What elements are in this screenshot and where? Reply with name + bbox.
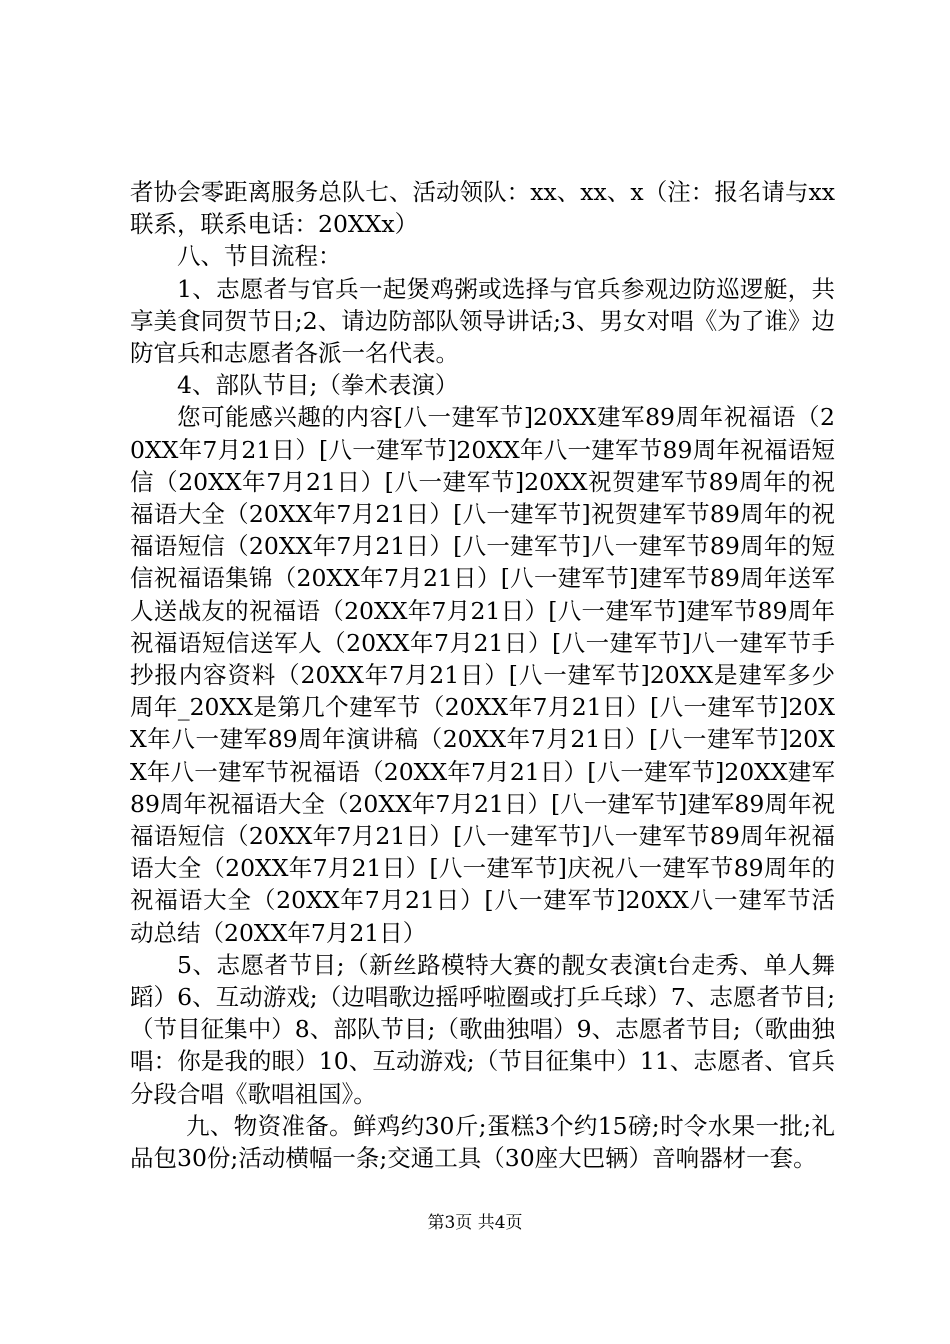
document-body [130,176,835,1174]
paragraph-materials: 九、物资准备。鲜鸡约30斤;蛋糕3个约15磅;时令水果一批;礼品包30份;活动横幅一条;交通工具（30座大巴辆）音响器材一套。 [130,1111,835,1173]
paragraph-activity-leaders: 者协会零距离服务总队七、活动领队：xx、xx、x（注：报名请与xx联系，联系电话：20XXx） [130,178,835,239]
paragraph-program-item-5: 5、志愿者节目;（新丝路模特大赛的靓女表演t台走秀、单人舞蹈）6、互动游戏;（边唱歌边摇呼啦圈或打乒乓球）7、志愿者节目;（节目征集中）8、部队节目;（歌曲独唱）9、志愿者节目;（歌曲独唱：你是我的眼）10、互动游戏;（节目征集中）11、志愿者、官兵分段合唱《歌唱祖国》。 [130,950,835,1108]
paragraph-related-content: 您可能感兴趣的内容[八一建军节]20XX建军89周年祝福语（20XX年7月21日）[八一建军节]20XX年八一建军节89周年祝福语短信（20XX年7月21日）[八一建军节]20XX祝贺建军节89周年的祝福语大全（20XX年7月21日）[八一建军节]祝贺建军节89周年的祝福语短信（20XX年7月21日）[八一建军节]八一建军节89周年的短信祝福语集锦（20XX年7月21日）[八一建军节]建军节89周年送军人送战友的祝福语（20XX年7月21日）[八一建军节]建军节89周年祝福语短信送军人（20XX年7月21日）[八一建军节]八一建军节手抄报内容资料（20XX年7月21日）[八一建军节]20XX是建军多少周年_20XX是第几个建军节（20XX年7月21日）[八一建军节]20XX年八一建军89周年演讲稿（20XX年7月21日）[八一建军节]20XX年八一建军节祝福语（20XX年7月21日）[八一建军节]20XX建军89周年祝福语大全（20XX年7月21日）[八一建军节]建军89周年祝福语短信（20XX年7月21日）[八一建军节]八一建军节89周年祝福语大全（20XX年7月21日）[八一建军节]庆祝八一建军节89周年的祝福语大全（20XX年7月21日）[八一建军节]20XX八一建军节活动总结（20XX年7月21日） [130,403,835,947]
page-footer: 第3页 共4页 [427,1213,523,1233]
paragraph-program-item-1: 1、志愿者与官兵一起煲鸡粥或选择与官兵参观边防巡逻艇，共享美食同贺节日;2、请边防部队领导讲话;3、男女对唱《为了谁》边防官兵和志愿者各派一名代表。 [130,274,835,368]
paragraph-program-item-4: 4、部队节目;（拳术表演） [177,371,459,400]
paragraph-program-heading: 八、节目流程： [177,242,342,271]
